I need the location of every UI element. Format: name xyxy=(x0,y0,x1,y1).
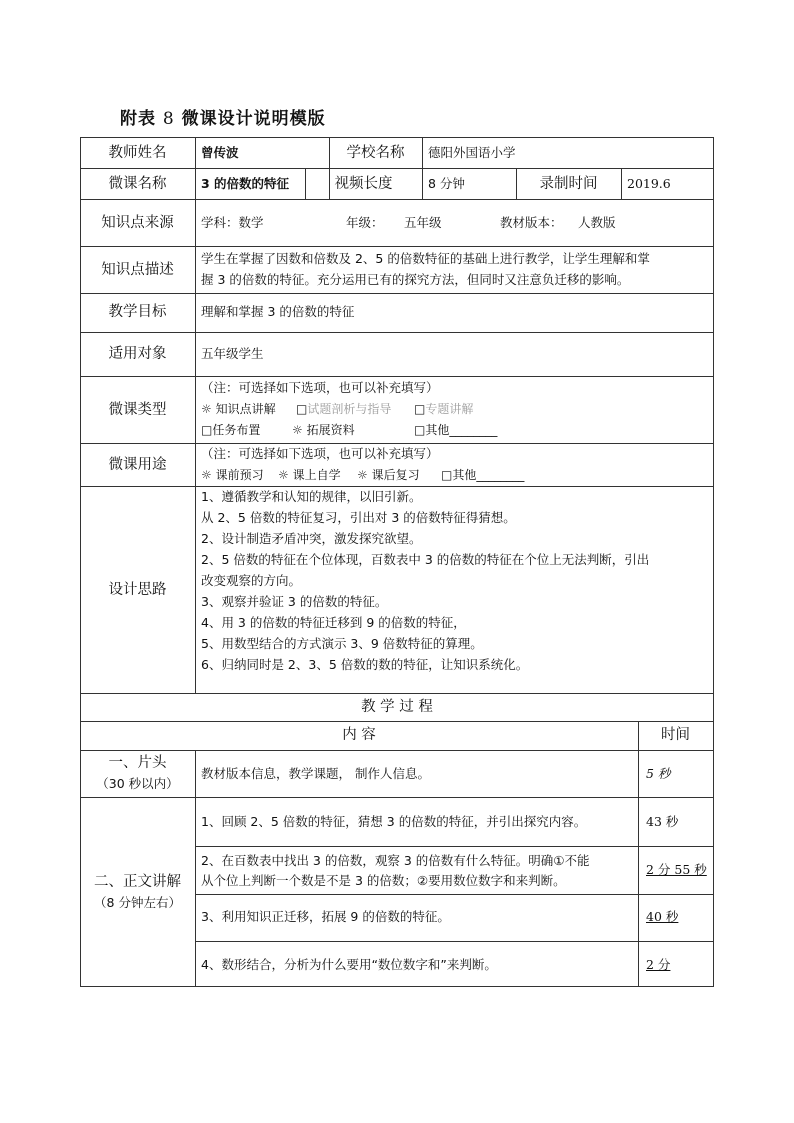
type-option-topic[interactable]: □专题讲解 xyxy=(414,402,474,416)
source-subject: 学科：数学 xyxy=(201,215,264,230)
usage-note: （注：可选择如下选项，也可以补充填写） xyxy=(201,446,439,461)
length-label: 视频长度 xyxy=(334,176,393,192)
description-line2: 握 3 的倍数的特征。充分运用已有的探究方法，但同时又注意负迁移的影响。 xyxy=(201,272,630,287)
section1-content: 教材版本信息，教学课题， 制作人信息。 xyxy=(201,766,430,781)
design-line: 从 2、5 倍数的特征复习，引出对 3 的倍数特征得猜想。 xyxy=(201,510,516,525)
page-title xyxy=(120,104,326,129)
title-text: 微课设计说明模版 xyxy=(181,109,326,129)
type-option-other[interactable]: □其他________ xyxy=(414,423,498,437)
design-line: 5、用数型结合的方式演示 3、9 倍数特征的算理。 xyxy=(201,636,483,651)
process-heading: 教 学 过 程 xyxy=(361,699,433,715)
usage-option-review[interactable]: ☼ 课后复习 xyxy=(357,468,420,482)
section1-time: 5 秒 xyxy=(646,766,671,781)
design-line: 6、归纳同时是 2、3、5 倍数的数的特征，让知识系统化。 xyxy=(201,657,529,672)
type-label: 微课类型 xyxy=(108,402,167,418)
design-line: 2、5 倍数的特征在个位体现，百数表中 3 的倍数的特征在个位上无法判断，引出 xyxy=(201,552,650,567)
goal-value: 理解和掌握 3 的倍数的特征 xyxy=(201,304,355,319)
source-label: 知识点来源 xyxy=(101,215,174,231)
section2-sub: （8 分钟左右） xyxy=(94,895,181,910)
length-value: 8 分钟 xyxy=(428,176,465,191)
section2-row4-time: 2 分 xyxy=(646,957,671,972)
section2-row1-time: 43 秒 xyxy=(646,814,679,829)
section2-row1-content: 1、回顾 2、5 倍数的特征，猜想 3 的倍数的特征，并引出探究内容。 xyxy=(201,814,587,829)
record-value: 2019.6 xyxy=(627,176,671,191)
design-line: 改变观察的方向。 xyxy=(201,573,302,588)
title-number: 8 xyxy=(162,109,175,129)
source-grade-value: 五年级 xyxy=(404,215,442,230)
type-note: （注：可选择如下选项，也可以补充填写） xyxy=(201,380,439,395)
school-value: 德阳外国语小学 xyxy=(428,145,516,160)
source-edition-label: 教材版本： xyxy=(500,215,563,230)
usage-label: 微课用途 xyxy=(108,457,167,473)
goal-label: 教学目标 xyxy=(108,304,167,320)
type-option-task[interactable]: □任务布置 xyxy=(201,423,261,437)
usage-option-other[interactable]: □其他________ xyxy=(441,468,525,482)
section2-row3-content: 3、利用知识正迁移，拓展 9 的倍数的特征。 xyxy=(201,909,450,924)
process-time-header: 时间 xyxy=(661,727,690,743)
school-label: 学校名称 xyxy=(346,145,405,161)
type-option-exam[interactable]: □试题剖析与指导 xyxy=(296,402,392,416)
section1-title: 一、片头 xyxy=(108,755,167,771)
usage-option-self-study[interactable]: ☼ 课上自学 xyxy=(278,468,341,482)
audience-label: 适用对象 xyxy=(108,346,167,362)
section2-title: 二、正文讲解 xyxy=(94,874,181,890)
record-label: 录制时间 xyxy=(539,176,598,192)
teacher-label: 教师姓名 xyxy=(108,145,167,161)
process-content-header: 内 容 xyxy=(342,727,376,743)
section2-row2-content-line2: 从个位上判断一个数是不是 3 的倍数；②要用数位数字和来判断。 xyxy=(201,873,566,888)
design-line: 2、设计制造矛盾冲突，激发探究欲望。 xyxy=(201,531,422,546)
course-label: 微课名称 xyxy=(108,176,167,192)
section2-row2-time: 2 分 55 秒 xyxy=(646,862,707,877)
design-label: 设计思路 xyxy=(108,582,167,598)
section1-sub: （30 秒以内） xyxy=(96,776,179,791)
section2-row3-time: 40 秒 xyxy=(646,909,679,924)
title-prefix: 附表 xyxy=(120,109,156,129)
course-value: 3 的倍数的特征 xyxy=(201,176,290,191)
section2-row2-content-line1: 2、在百数表中找出 3 的倍数，观察 3 的倍数有什么特征。明确①不能 xyxy=(201,853,590,868)
description-label: 知识点描述 xyxy=(101,262,174,278)
design-line: 1、遵循教学和认知的规律，以旧引新。 xyxy=(201,489,422,504)
audience-value: 五年级学生 xyxy=(201,346,264,361)
type-option-extension[interactable]: ☼ 拓展资料 xyxy=(292,423,355,437)
section2-row4-content: 4、数形结合，分析为什么要用“数位数字和”来判断。 xyxy=(201,957,497,972)
usage-option-preview[interactable]: ☼ 课前预习 xyxy=(201,468,264,482)
design-line: 4、用 3 的倍数的特征迁移到 9 的倍数的特征， xyxy=(201,615,466,630)
teacher-value: 曾传波 xyxy=(201,145,239,160)
design-line: 3、观察并验证 3 的倍数的特征。 xyxy=(201,594,388,609)
source-grade-label: 年级： xyxy=(346,215,384,230)
source-edition-value: 人教版 xyxy=(578,215,616,230)
type-option-knowledge[interactable]: ☼ 知识点讲解 xyxy=(201,402,276,416)
description-line1: 学生在掌握了因数和倍数及 2、5 的倍数特征的基础上进行教学，让学生理解和掌 xyxy=(201,251,650,266)
